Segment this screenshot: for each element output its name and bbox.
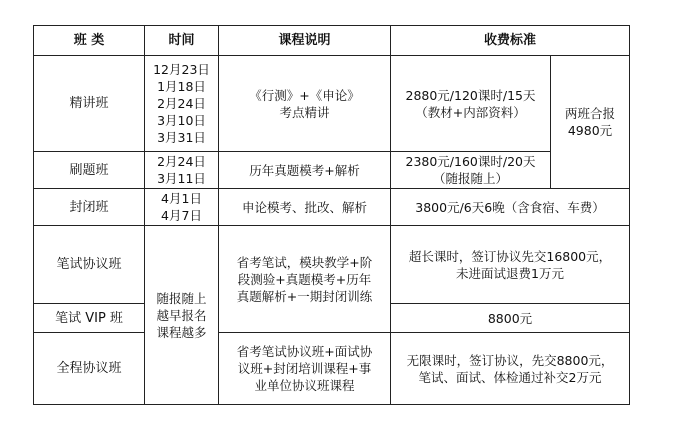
course-line: 申论模考、批改、解析 bbox=[241, 199, 367, 215]
class-name: 全程协议班 bbox=[34, 333, 145, 405]
course-line: 历年真题模考+解析 bbox=[249, 162, 360, 178]
shared-time bbox=[145, 226, 219, 405]
class-name: 封闭班 bbox=[34, 189, 145, 226]
fee-line: 未进面试退费1万元 bbox=[456, 265, 564, 281]
fee-line: 3800元/6天6晚（含食宿、车费） bbox=[415, 199, 605, 215]
class-dates bbox=[145, 189, 219, 226]
course-line: 省考笔试，模块教学+阶 bbox=[236, 254, 373, 270]
date: 3月10日 bbox=[157, 113, 206, 128]
time-line: 课程越多 bbox=[156, 324, 207, 340]
course-line: 考点精讲 bbox=[279, 104, 330, 120]
table-row bbox=[34, 333, 630, 405]
fee-standard bbox=[391, 226, 630, 304]
fee-line: 2880元/120课时/15天 bbox=[405, 87, 536, 103]
class-dates bbox=[145, 152, 219, 189]
course-line: 《行测》+《申论》 bbox=[249, 87, 360, 103]
time-line: 随报随上 bbox=[156, 290, 207, 306]
class-name: 笔试协议班 bbox=[34, 226, 145, 304]
header-row bbox=[34, 26, 630, 56]
table-row bbox=[34, 189, 630, 226]
course-line: 省考笔试协议班+面试协 bbox=[236, 344, 373, 359]
time-line: 越早报名 bbox=[156, 307, 207, 323]
fee-line: 超长课时，签订协议先交16800元， bbox=[408, 248, 612, 264]
date: 1月18日 bbox=[157, 79, 206, 94]
course-line: 业单位协议班课程 bbox=[254, 378, 355, 393]
fee-line: 2380元/160课时/20天 bbox=[405, 154, 536, 169]
class-name: 刷题班 bbox=[34, 152, 145, 189]
fee-standard bbox=[391, 152, 551, 189]
header-fee-standard: 收费标准 bbox=[391, 26, 630, 56]
table-row bbox=[34, 152, 630, 189]
fee-standard bbox=[391, 304, 630, 333]
class-name: 笔试 VIP 班 bbox=[34, 304, 145, 333]
date: 2月24日 bbox=[157, 154, 206, 169]
fee-line: 8800元 bbox=[487, 310, 533, 326]
fee-line: 笔试、面试、体检通过补交2万元 bbox=[418, 369, 602, 385]
header-class-type: 班 类 bbox=[34, 26, 145, 56]
combined-fee-line: 两班合报 bbox=[565, 106, 616, 121]
fee-standard bbox=[391, 189, 630, 226]
course-line: 真题解析+一期封闭训练 bbox=[236, 288, 373, 304]
course-line: 议班+封闭培训课程+事 bbox=[237, 361, 372, 376]
class-dates bbox=[145, 56, 219, 152]
fee-standard bbox=[391, 56, 551, 152]
course-description bbox=[219, 226, 391, 333]
table-row bbox=[34, 56, 630, 152]
header-time: 时间 bbox=[145, 26, 219, 56]
header-course-description: 课程说明 bbox=[219, 26, 391, 56]
fee-standard bbox=[391, 333, 630, 405]
fee-line: 无限课时，签订协议，先交8800元， bbox=[406, 352, 614, 368]
date: 4月7日 bbox=[161, 208, 202, 223]
course-description bbox=[219, 333, 391, 405]
combined-fee bbox=[551, 56, 630, 189]
date: 12月23日 bbox=[153, 62, 210, 77]
course-description bbox=[219, 152, 391, 189]
combined-fee-line: 4980元 bbox=[567, 123, 613, 138]
table-row bbox=[34, 226, 630, 304]
date: 2月24日 bbox=[157, 96, 206, 111]
date: 3月11日 bbox=[157, 171, 206, 186]
course-description bbox=[219, 189, 391, 226]
date: 4月1日 bbox=[161, 191, 202, 206]
date: 3月31日 bbox=[157, 130, 206, 145]
class-name: 精讲班 bbox=[34, 56, 145, 152]
fee-line: （教材+内部资料） bbox=[415, 104, 526, 120]
course-line: 段测验+真题模考+历年 bbox=[237, 271, 372, 287]
fee-table bbox=[33, 25, 630, 405]
course-description bbox=[219, 56, 391, 152]
fee-line: （随报随上） bbox=[432, 171, 508, 186]
